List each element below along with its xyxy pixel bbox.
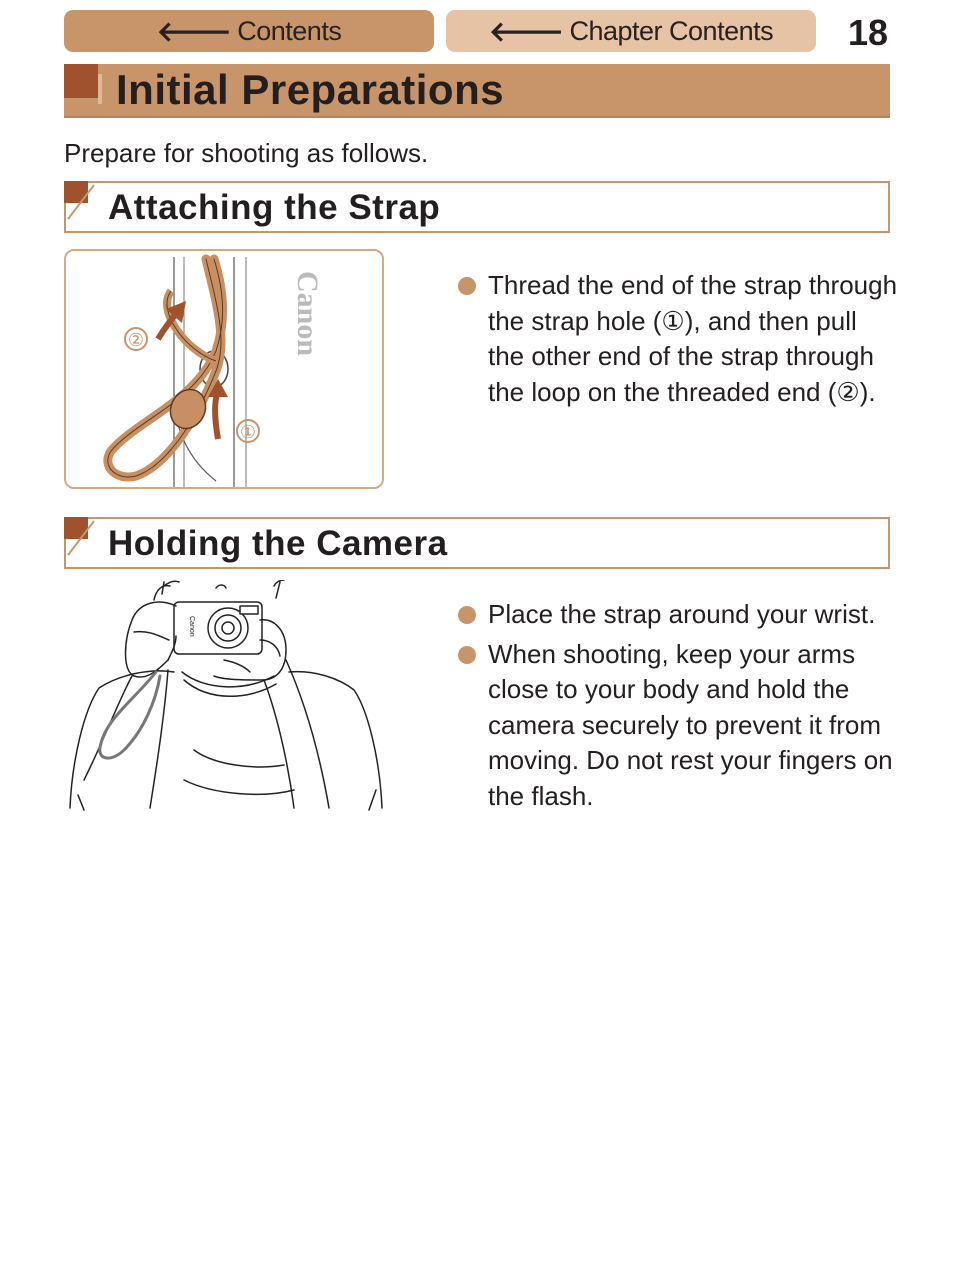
chapter-contents-nav-button[interactable] xyxy=(446,10,816,52)
back-arrow-icon: 🡐 xyxy=(156,16,232,47)
section-corner-icon xyxy=(66,183,106,223)
holding-drawing xyxy=(64,580,386,812)
section-heading-strap xyxy=(64,181,890,233)
title-marker-icon xyxy=(64,64,98,98)
page-number: 18 xyxy=(847,12,889,53)
intro-text: Prepare for shooting as follows. xyxy=(64,138,429,168)
contents-nav-button[interactable] xyxy=(64,10,434,52)
title-marker-accent xyxy=(98,74,102,104)
strap-instructions xyxy=(458,268,898,414)
bullet-icon xyxy=(458,277,476,295)
section-heading-label: Holding the Camera xyxy=(108,524,448,563)
svg-text:Canon: Canon xyxy=(188,616,195,637)
bullet-icon xyxy=(458,646,476,664)
chapter-contents-nav-label: Chapter Contents xyxy=(569,15,774,46)
callout-1: ① xyxy=(239,422,257,442)
holding-instructions xyxy=(458,597,898,818)
bullet-text: Place the strap around your wrist. xyxy=(488,599,876,629)
strap-drawing xyxy=(66,251,382,487)
list-item xyxy=(458,637,898,815)
contents-nav-label: Contents xyxy=(237,15,342,46)
page-title: Initial Preparations xyxy=(116,66,505,113)
bullet-icon xyxy=(458,606,476,624)
canon-brand-mark: Canon xyxy=(291,271,324,357)
holding-camera-illustration xyxy=(64,580,386,812)
back-arrow-icon: 🡐 xyxy=(488,16,564,47)
section-heading-holding xyxy=(64,517,890,569)
strap-illustration xyxy=(64,249,384,489)
list-item xyxy=(458,597,898,633)
list-item xyxy=(458,268,898,410)
section-heading-label: Attaching the Strap xyxy=(108,188,441,227)
bullet-text: Thread the end of the strap through the strap hole (①), and then pull the other end of the strap through the loop on the threaded end (②). xyxy=(488,270,898,407)
bullet-text: When shooting, keep your arms close to your body and hold the camera securely to prevent it from moving. Do not rest your fingers on the flash. xyxy=(488,638,893,811)
callout-2: ② xyxy=(127,330,145,350)
section-corner-icon xyxy=(66,519,106,559)
